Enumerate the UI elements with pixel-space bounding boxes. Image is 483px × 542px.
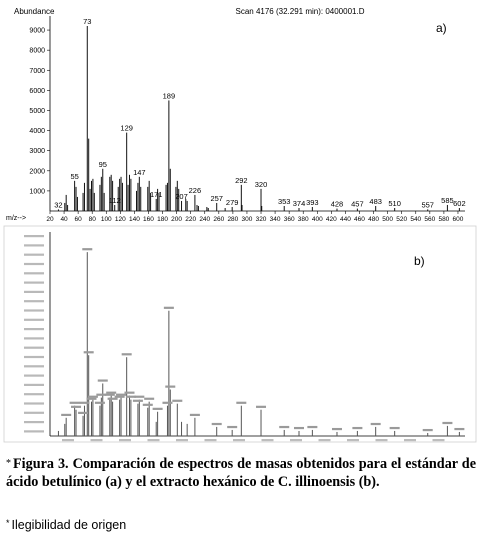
peak-label: 257	[210, 193, 223, 203]
illegible-y-tick	[24, 244, 44, 246]
illegible-x-tick	[91, 439, 103, 441]
peak-label: 226	[188, 185, 202, 195]
x-tick-label: 520	[396, 216, 408, 223]
illegible-y-tick	[24, 254, 44, 256]
illegible-y-tick	[24, 375, 44, 377]
x-tick-label: 360	[283, 216, 295, 223]
peak-label: 292	[235, 175, 248, 185]
illegible-x-tick	[319, 439, 331, 441]
peak-label: 428	[330, 199, 344, 209]
illegible-y-tick	[24, 347, 44, 349]
x-tick-label: 120	[114, 216, 126, 223]
illegible-y-tick	[24, 412, 44, 414]
panel-label-b: b)	[414, 254, 425, 268]
y-tick-label: 5000	[29, 107, 45, 115]
illegible-y-tick	[24, 235, 44, 237]
illegible-peak-label	[294, 427, 304, 429]
illegible-y-tick	[24, 319, 44, 321]
x-tick-label: 500	[382, 216, 394, 223]
y-tick-label: 4000	[29, 128, 45, 136]
illegible-x-tick	[376, 439, 388, 441]
illegible-peak-label	[165, 386, 175, 388]
peak-label: 95	[98, 159, 107, 169]
peak-label: 557	[421, 200, 434, 210]
peak-label: 129	[120, 123, 133, 133]
illegible-peak-label	[88, 396, 98, 398]
illegible-peak-label	[212, 423, 222, 425]
illegible-peak-label	[115, 396, 125, 398]
illegible-x-tick	[433, 439, 445, 441]
x-tick-label: 280	[227, 216, 239, 223]
illegible-peak-label	[307, 426, 317, 428]
peak-label: 55	[70, 171, 79, 181]
illegible-peak-label	[134, 396, 144, 398]
illegible-y-tick	[24, 272, 44, 274]
y-axis-label: Abundance	[14, 7, 55, 16]
figure-caption	[6, 455, 476, 491]
x-tick-label: 460	[354, 216, 365, 223]
peak-label: 207	[175, 191, 188, 201]
y-tick-label: 7000	[29, 67, 45, 75]
illegible-peak-label	[442, 422, 452, 424]
illegible-y-tick	[24, 300, 44, 302]
illegible-peak-labels	[61, 248, 464, 431]
peak-label: 112	[108, 195, 121, 205]
x-tick-label: 160	[143, 216, 154, 223]
illegible-peak-label	[227, 426, 237, 428]
peak-label: 457	[351, 199, 364, 209]
illegible-x-tick	[205, 439, 217, 441]
x-tick-label: 260	[213, 216, 225, 223]
x-tick-label: 340	[269, 216, 281, 223]
peak-label: 171	[149, 189, 163, 199]
x-tick-label: 440	[339, 216, 351, 223]
peak-label: 320	[254, 179, 268, 189]
x-tick-label: 320	[255, 216, 267, 223]
illegible-peak-label	[84, 351, 94, 353]
y-tick-label: 8000	[29, 47, 45, 55]
illegible-peak-label	[108, 398, 118, 400]
illegible-y-tick	[24, 263, 44, 265]
illegible-peak-label	[70, 402, 80, 404]
peak-label: 73	[83, 17, 92, 27]
illegible-peak-label	[164, 307, 174, 309]
x-tick-label: 560	[424, 216, 436, 223]
illegible-x-tick	[347, 439, 359, 441]
y-tick-label: 6000	[29, 87, 45, 95]
x-tick-label: 380	[297, 216, 309, 223]
y-ticks	[29, 28, 50, 196]
x-tick-label: 60	[74, 216, 82, 223]
peak-label: 279	[225, 197, 239, 207]
illegible-x-tick	[119, 439, 131, 441]
note-marker: *	[6, 518, 10, 528]
illegible-y-tick	[24, 421, 44, 423]
illegible-y-tick	[24, 365, 44, 367]
peak-label: 147	[133, 167, 146, 177]
x-tick-label: 200	[171, 216, 183, 223]
y-tick-label: 3000	[29, 148, 45, 156]
peak-label: 32	[54, 200, 63, 210]
illegible-y-tick	[24, 384, 44, 386]
peak-label: 602	[453, 198, 466, 208]
x-tick-label: 240	[199, 216, 211, 223]
x-tick-label: 580	[438, 216, 450, 223]
peak-label: 585	[441, 195, 454, 205]
illegible-peak-label	[71, 406, 81, 408]
y-tick-label: 9000	[29, 27, 45, 35]
illegible-peak-label	[236, 402, 246, 404]
x-ticks	[46, 211, 463, 223]
illegible-peak-label	[423, 429, 433, 431]
illegible-peak-label	[105, 394, 115, 396]
illegible-y-tick	[24, 291, 44, 293]
x-tick-label: 400	[311, 216, 323, 223]
illegible-y-tick	[24, 337, 44, 339]
x-axis-label: m/z-->	[6, 215, 27, 222]
x-tick-label: 80	[88, 216, 96, 223]
illegible-peak-label	[454, 428, 464, 430]
illegible-peak-label	[78, 412, 88, 414]
illegible-peak-label	[133, 400, 143, 402]
spectrum-panel-a	[6, 7, 466, 223]
illegible-peak-label	[98, 379, 108, 381]
illegible-y-tick	[24, 282, 44, 284]
illegible-x-tick	[290, 439, 302, 441]
peak-label: 483	[369, 196, 382, 206]
scan-header: Scan 4176 (32.291 min): 0400001.D	[235, 7, 365, 16]
illegible-x-tick	[404, 439, 416, 441]
peak-label: 374	[292, 198, 306, 208]
spectrum-panel-b	[4, 226, 476, 442]
illegible-peak-label	[87, 398, 97, 400]
x-tick-label: 300	[241, 216, 253, 223]
peak-label: 510	[388, 198, 401, 208]
x-tick-label: 180	[157, 216, 168, 223]
x-tick-label: 220	[185, 216, 197, 223]
illegible-x-tick	[62, 439, 74, 441]
x-tick-label: 480	[368, 216, 379, 223]
illegible-y-tick	[24, 309, 44, 311]
x-tick-label: 140	[128, 216, 140, 223]
caption-text: Figura 3. Comparación de espectros de masas obtenidos para el estándar de ácido betulínico (a) y el extracto hexánico de C. illinoensis (b).	[6, 456, 476, 490]
illegible-peak-label	[162, 402, 172, 404]
peak-label: 393	[306, 197, 319, 207]
illegible-peak-label	[153, 408, 163, 410]
illegible-peak-label	[144, 398, 154, 400]
illegible-peak-label	[122, 353, 132, 355]
x-tick-label: 40	[60, 216, 68, 223]
illegible-peak-label	[172, 400, 182, 402]
illegible-peak-label	[279, 426, 289, 428]
peak-labels	[54, 17, 465, 209]
illegible-peak-label	[79, 402, 89, 404]
illegible-peak-label	[82, 248, 92, 250]
illegible-y-tick	[24, 430, 44, 432]
illegible-x-tick	[233, 439, 245, 441]
y-tick-label: 1000	[29, 188, 45, 196]
illegible-peak-label	[371, 423, 381, 425]
y-tick-label: 2000	[29, 168, 45, 176]
illegible-peak-label	[106, 392, 116, 394]
peak-label: 353	[277, 196, 291, 206]
panel-label-a: a)	[436, 21, 447, 35]
illegible-y-tick	[24, 356, 44, 358]
illegible-peak-label	[143, 404, 153, 406]
peak-label: 189	[162, 91, 176, 101]
caption-marker: *	[6, 458, 11, 469]
illegible-y-tick	[24, 393, 44, 395]
x-tick-label: 20	[46, 216, 54, 223]
illegible-peak-label	[390, 427, 400, 429]
illegible-y-tick	[24, 402, 44, 404]
note-text: Ilegibilidad de origen	[11, 518, 127, 532]
x-tick-label: 600	[452, 216, 464, 223]
spectrum-peaks	[58, 252, 459, 436]
illegible-peak-label	[190, 414, 200, 416]
illegible-peak-label	[61, 414, 71, 416]
illegible-x-tick	[176, 439, 188, 441]
illegible-peak-label	[95, 402, 105, 404]
illegible-x-tick	[148, 439, 160, 441]
illegible-peak-label	[352, 427, 362, 429]
legibility-note	[6, 518, 126, 532]
illegible-peak-label	[116, 394, 126, 396]
x-tick-label: 420	[325, 216, 337, 223]
illegible-x-tick	[262, 439, 274, 441]
x-tick-label: 100	[100, 216, 112, 223]
illegible-peak-label	[124, 392, 134, 394]
illegible-peak-label	[256, 406, 266, 408]
illegible-peak-label	[332, 428, 342, 430]
illegible-y-tick	[24, 328, 44, 330]
x-tick-label: 540	[410, 216, 422, 223]
